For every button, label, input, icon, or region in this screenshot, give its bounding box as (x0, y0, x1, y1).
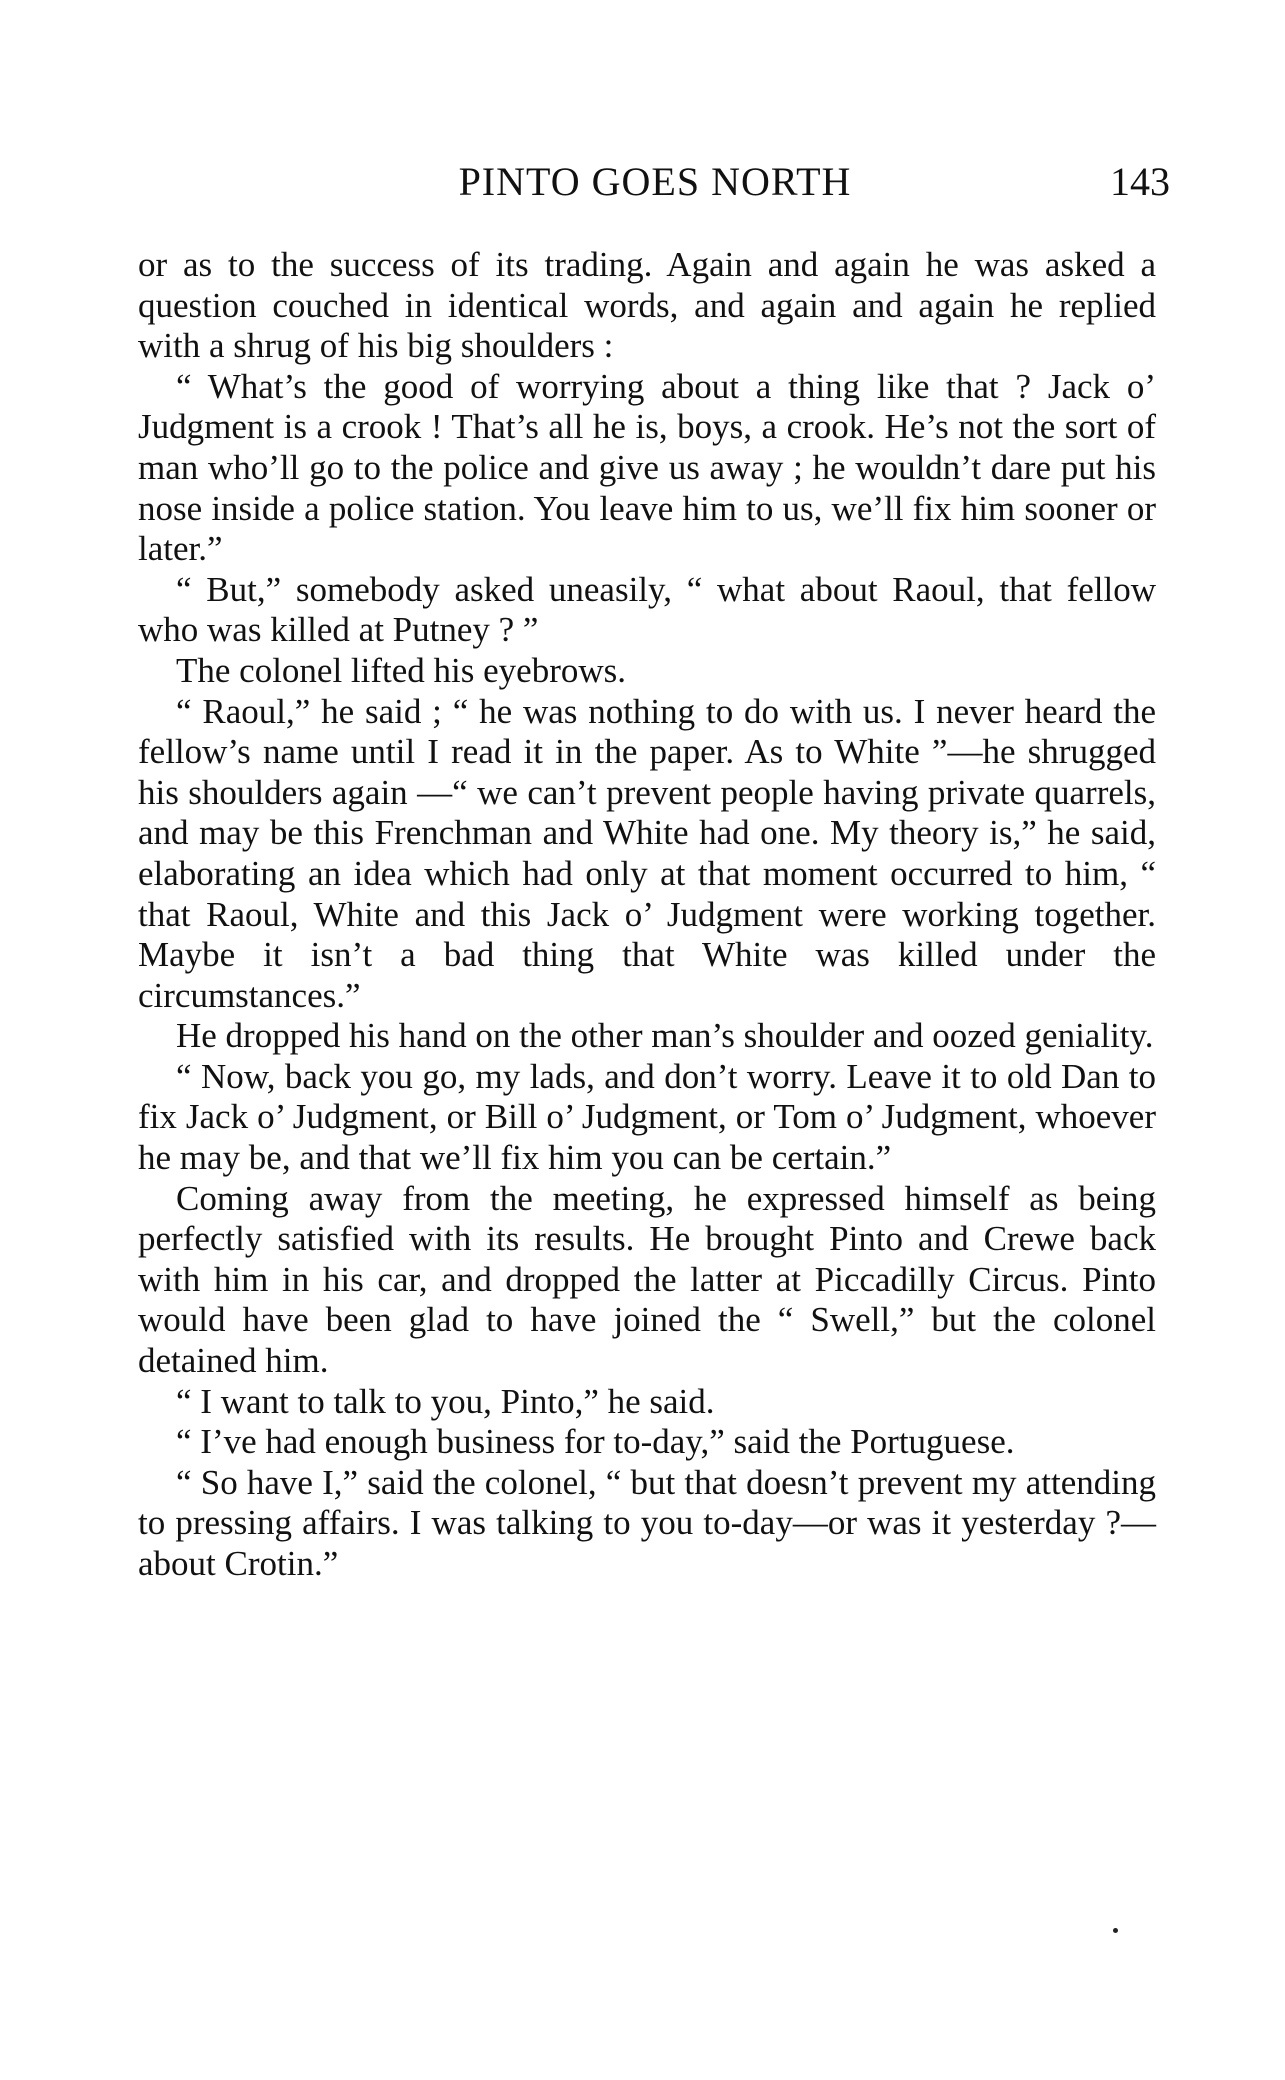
paragraph: He dropped his hand on the other man’s shoulder and oozed geniality. (176, 1016, 1154, 1056)
paragraph: or as to the success of its trading. Again and again he was asked a question couched in identical words, and again and again he replied with a shrug of his big shoulders : (138, 245, 1156, 366)
paragraph: The colonel lifted his eyebrows. (176, 650, 627, 690)
page-number: 143 (1110, 159, 1170, 204)
paragraph: “ Raoul,” he said ; “ he was nothing to do with us. I never heard the fellow’s name until I read it in the paper. As to White ”—he shrugged his shoulders again —“ we can’t prevent people having private quarrels, and may be this Frenchman and White had one. My theory is,” he said, elaborating an idea which had only at that moment occurred to him, “ that Raoul, White and this Jack o’ Judgment were working together. Maybe it isn’t a bad thing that White was killed under the circumstances.” (138, 691, 1156, 1015)
paragraph: “ I want to talk to you, Pinto,” he said. (176, 1381, 715, 1421)
paragraph: “ What’s the good of worrying about a thing like that ? Jack o’ Judgment is a crook ! That’s all he is, boys, a crook. He’s not the sort of man who’ll go to the police and give us away ; he wouldn’t dare put his nose inside a police station. You leave him to us, we’ll fix him sooner or later.” (138, 366, 1156, 569)
paragraph: “ Now, back you go, my lads, and don’t worry. Leave it to old Dan to fix Jack o’ Judgment, or Bill o’ Judgment, or Tom o’ Judgment, whoever he may be, and that we’ll fix him you can be certain.” (138, 1056, 1156, 1178)
paragraph: “ So have I,” said the colonel, “ but that doesn’t prevent my attending to pressing affairs. I was talking to you to-day—or was it yesterday ?—about Crotin.” (138, 1462, 1156, 1583)
paragraph: “ But,” somebody asked uneasily, “ what about Raoul, that fellow who was killed at Putney ? ” (138, 569, 1156, 650)
running-title: PINTO GOES NORTH (458, 159, 852, 204)
body-text (138, 245, 1156, 1585)
print-speck (1113, 1928, 1118, 1933)
page-header (140, 158, 1170, 208)
paragraph: Coming away from the meeting, he expressed himself as being perfectly satisfied with its results. He brought Pinto and Crewe back with him in his car, and dropped the latter at Piccadilly Circus. Pinto would have been glad to have joined the “ Swell,” but the colonel detained him. (138, 1178, 1156, 1381)
paragraph: “ I’ve had enough business for to-day,” said the Portuguese. (176, 1422, 1015, 1462)
